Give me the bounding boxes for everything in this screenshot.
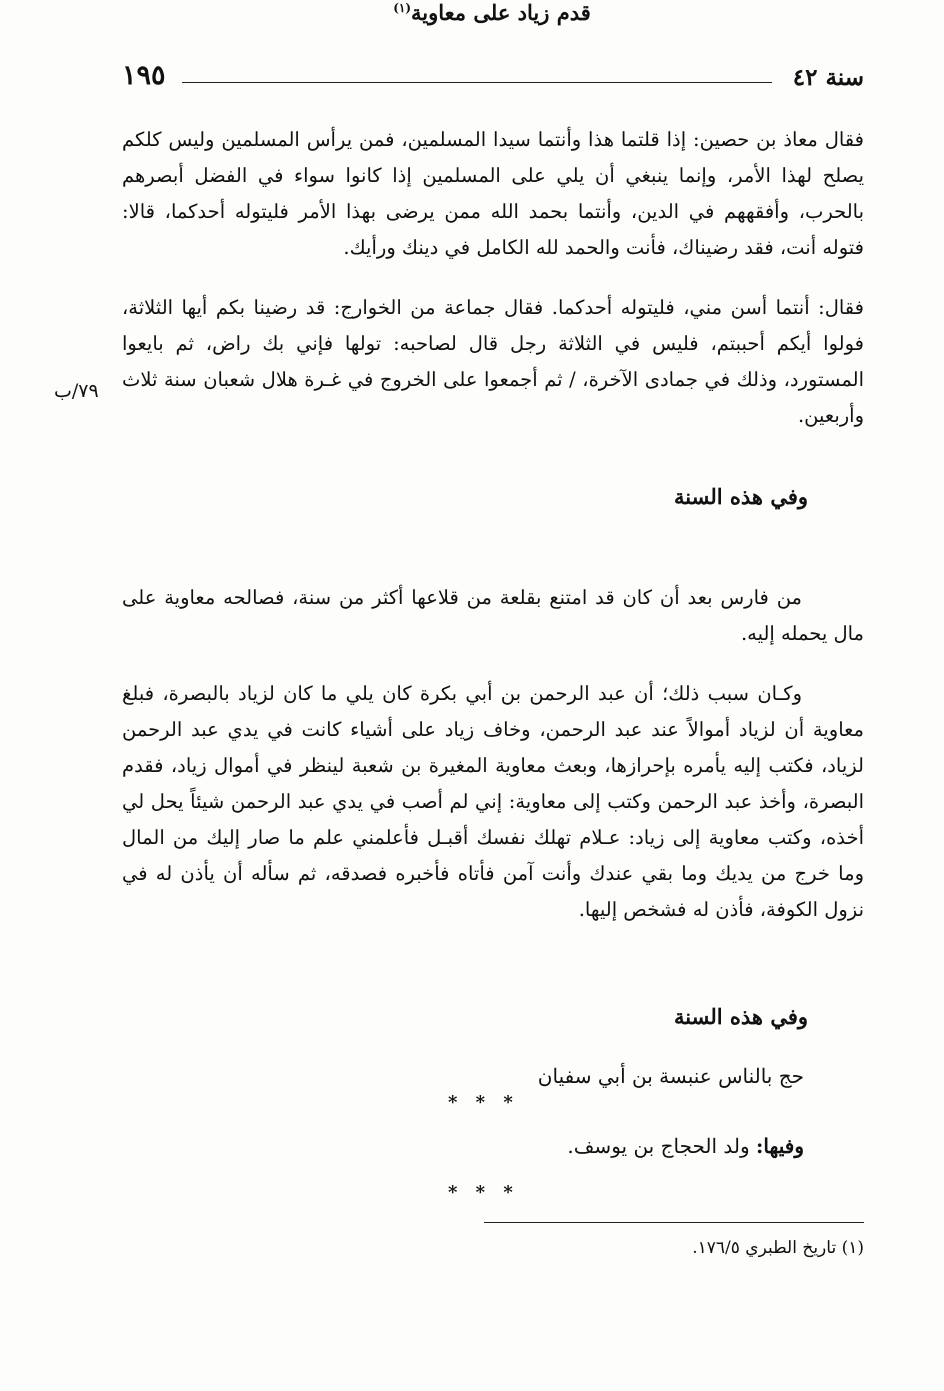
footnote: (١) تاريخ الطبري ١٧٦/٥.: [692, 1238, 864, 1258]
page-number: ١٩٥: [122, 60, 166, 91]
paragraph-4: وكـان سبب ذلك؛ أن عبد الرحمن بن أبي بكرة كان يلي ما كان لزياد بالبصرة، فبلغ معاوية أن لزياد أموالاً عند عبد الرحمن، وخاف زياد على أشياء كانت في يدي عبد الرحمن لزياد، فكتب إليه يأمره بإحرازها، وبعث معاوية المغيرة بن شعبة لينظر في أموال زياد، فقدم البصرة، وأخذ عبد الرحمن وكتب إلى معاوية: إني لم أصب في يدي عبد الرحمن شيئاً يحل لي أخذه، وكتب معاوية إلى زياد: عـلام تهلك نفسك أقبـل فأعلمني علم ما صار إليك من المال وما خرج من يديك وما بقي عندك وأنت آمن فأتاه فأخبره فصدقه، ثم سأله أن يأذن له في نزول الكوفة، فأذن له فشخص إليها.: [122, 682, 864, 921]
footnote-rule: [484, 1222, 864, 1223]
running-head: سنة ٤٢: [792, 64, 864, 91]
paragraph-6: [567, 1128, 804, 1164]
paragraph-6-text: ولد الحجاج بن يوسف.: [567, 1134, 757, 1158]
paragraph-2: فقال: أنتما أسن مني، فليتوله أحدكما. فقال جماعة من الخوارج: قد رضينا بكم أيها الثلاثة، فولوا أيكم أحببتم، فليس في الثلاثة رجل قال لصاحبه: تولها فإني بك راض، ثم بايعوا المستورد، وذلك في جمادى الآخرة، / ثم أجمعوا على الخروج في غـرة هلال شعبان سنة ثلاث وأربعين.: [122, 296, 864, 427]
paragraph-5: حج بالناس عنبسة بن أبي سفيان: [537, 1064, 804, 1088]
header-rule: [182, 82, 772, 83]
section-heading-1: وفي هذه السنة: [674, 484, 808, 509]
section-title-text: قدم زياد على معاوية: [411, 0, 591, 25]
section-title-1: [0, 0, 944, 25]
separator-stars-1: * * *: [448, 1092, 519, 1113]
paragraph-6-lead: وفيها:: [756, 1134, 804, 1158]
margin-folio-note: ٧٩/ب: [54, 380, 99, 402]
paragraph-3: من فارس بعد أن كان قد امتنع بقلعة من قلاعها أكثر من سنة، فصالحه معاوية على مال يحمله إليه.: [122, 586, 864, 645]
section-heading-2: وفي هذه السنة: [674, 1004, 808, 1029]
paragraph-1: فقال معاذ بن حصين: إذا قلتما هذا وأنتما سيدا المسلمين، فمن يرأس المسلمين وليس كلكم يصلح لهذا الأمر، وإنما ينبغي أن يلي على المسلمين إذا كانوا سواء في الفضل أبصرهم بالحرب، وأفقههم في الدين، وأنتما بحمد الله ممن يرضى بهذا الأمر فليتوله أحدكما، قالا: فتوله أنت، فقد رضيناك، فأنت والحمد لله الكامل في دينك ورأيك.: [122, 128, 864, 259]
page-header: [122, 60, 864, 94]
footnote-ref: (١): [393, 1, 412, 15]
separator-stars-2: * * *: [448, 1182, 519, 1203]
